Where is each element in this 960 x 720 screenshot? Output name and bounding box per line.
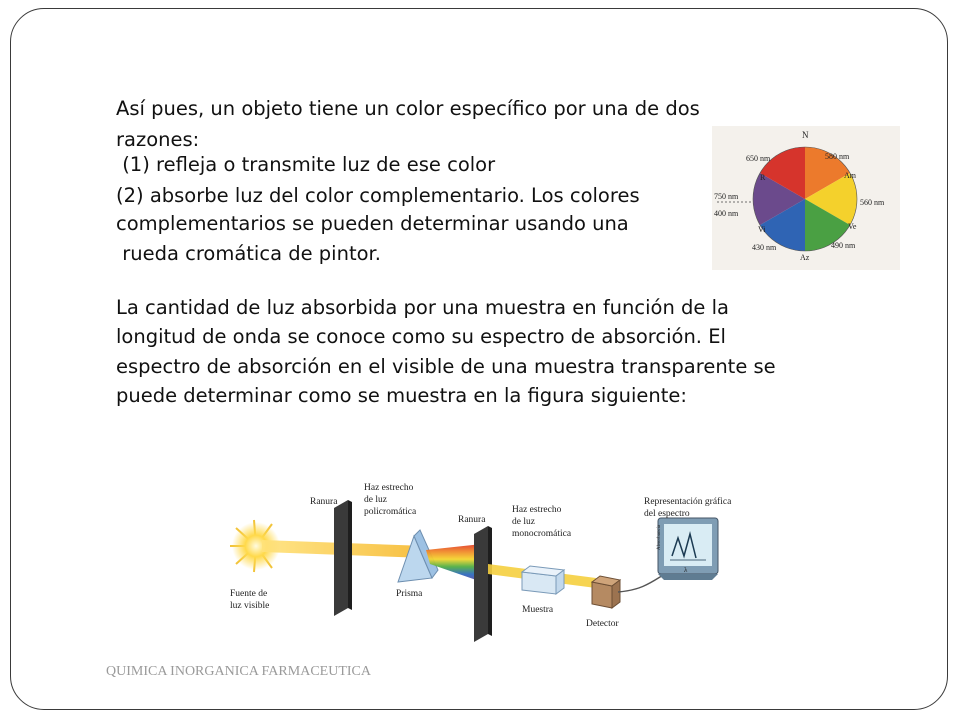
slit-2 bbox=[474, 526, 488, 642]
detector bbox=[592, 576, 620, 608]
label-repr-2: del espectro bbox=[644, 509, 690, 519]
paragraph1-line-1: Así pues, un objeto tiene un color específico por una de dos bbox=[116, 97, 700, 120]
wheel-label-750: 750 nm bbox=[714, 192, 739, 201]
wheel-label-vi: Vi bbox=[758, 225, 766, 234]
wheel-label-650: 650 nm bbox=[746, 154, 771, 163]
monitor-axis-absorbancia: Absorbancia bbox=[657, 524, 662, 550]
label-haz-mono-3: monocromática bbox=[512, 529, 572, 539]
label-haz-poli-3: policromática bbox=[364, 507, 417, 517]
monitor-axis-lambda: λ bbox=[684, 566, 688, 574]
sample-cuvette bbox=[522, 566, 564, 594]
wheel-label-am: Am bbox=[844, 171, 856, 180]
label-repr-1: Representación gráfica bbox=[644, 497, 732, 507]
wheel-label-r: R bbox=[760, 173, 766, 182]
paragraph2-line-2: longitud de onda se conoce como su espectro de absorción. El bbox=[116, 325, 726, 348]
wheel-label-560: 560 nm bbox=[860, 198, 885, 207]
paragraph2-line-3: espectro de absorción en el visible de una muestra transparente se bbox=[116, 355, 776, 378]
label-muestra: Muestra bbox=[522, 605, 554, 615]
paragraph1-line-3: (1) refleja o transmite luz de ese color bbox=[116, 153, 496, 176]
label-haz-mono-1: Haz estrecho bbox=[512, 505, 562, 515]
footer-course-title: QUIMICA INORGANICA FARMACEUTICA bbox=[106, 664, 371, 679]
label-haz-mono-2: de luz bbox=[512, 517, 535, 527]
paragraph1-line-4: (2) absorbe luz del color complementario. Los colores bbox=[116, 184, 640, 207]
label-fuente-2: luz visible bbox=[230, 601, 270, 611]
paragraph2-line-4: puede determinar como se muestra en la figura siguiente: bbox=[116, 384, 687, 407]
wheel-label-580: 580 nm bbox=[825, 152, 850, 161]
wheel-label-490: 490 nm bbox=[831, 241, 856, 250]
wheel-label-ve: Ve bbox=[848, 222, 857, 231]
wheel-label-az: Az bbox=[800, 253, 810, 262]
paragraph2-line-1: La cantidad de luz absorbida por una muestra en función de la bbox=[116, 296, 729, 319]
label-haz-poli-2: de luz bbox=[364, 495, 387, 505]
label-fuente-1: Fuente de bbox=[230, 589, 268, 599]
label-detector: Detector bbox=[586, 619, 619, 629]
wheel-label-n: N bbox=[802, 130, 809, 140]
dispersed-spectrum bbox=[426, 544, 482, 582]
spectrophotometer-diagram bbox=[226, 478, 766, 642]
wheel-label-430: 430 nm bbox=[752, 243, 777, 252]
slit-1 bbox=[334, 500, 348, 616]
paragraph1-line-5: complementarios se pueden determinar usando una bbox=[116, 212, 629, 235]
label-ranura-2: Ranura bbox=[458, 515, 486, 525]
paragraph1-line-6: rueda cromática de pintor. bbox=[116, 242, 381, 265]
color-wheel-figure bbox=[712, 126, 900, 270]
label-ranura-1: Ranura bbox=[310, 497, 338, 507]
label-prisma: Prisma bbox=[396, 589, 423, 599]
wheel-label-400: 400 nm bbox=[714, 209, 739, 218]
label-haz-poli-1: Haz estrecho bbox=[364, 483, 414, 493]
spectrum-monitor bbox=[658, 518, 718, 580]
paragraph1-line-2: razones: bbox=[116, 128, 200, 151]
